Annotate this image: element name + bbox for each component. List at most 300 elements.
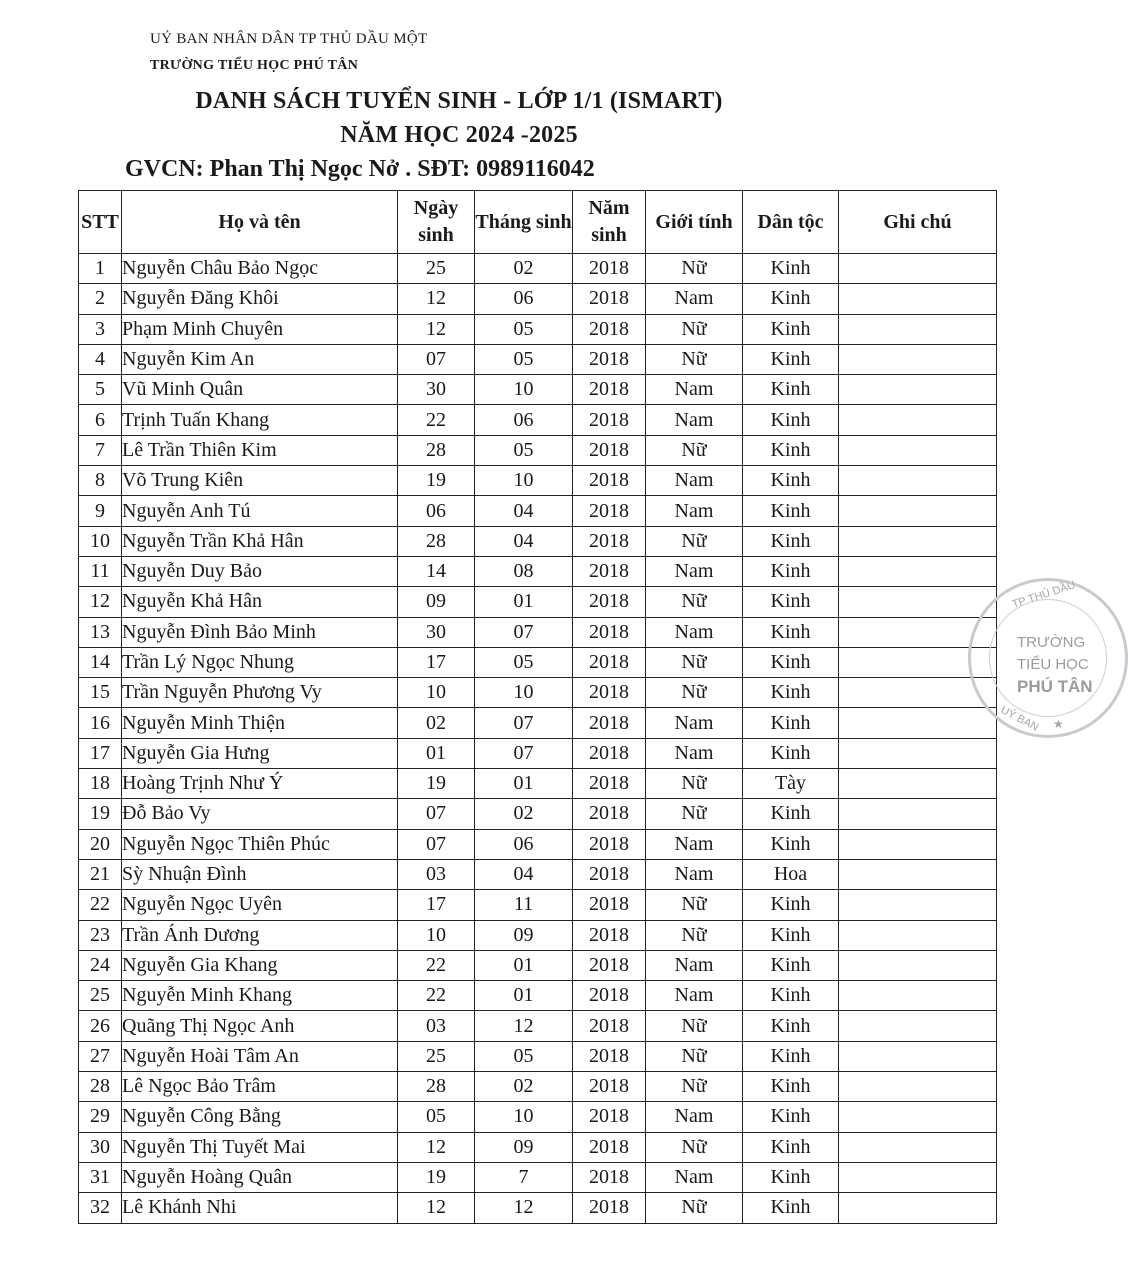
cell-day: 19 (398, 466, 475, 496)
cell-day: 14 (398, 556, 475, 586)
school-seal (968, 578, 1128, 738)
cell-day: 09 (398, 587, 475, 617)
cell-month: 04 (475, 859, 573, 889)
cell-ethnicity: Kinh (743, 617, 839, 647)
cell-month: 05 (475, 435, 573, 465)
cell-name: Nguyễn Đình Bảo Minh (122, 617, 398, 647)
cell-stt: 23 (79, 920, 122, 950)
cell-stt: 20 (79, 829, 122, 859)
cell-name: Nguyễn Minh Khang (122, 981, 398, 1011)
cell-stt: 6 (79, 405, 122, 435)
cell-sex: Nữ (646, 920, 743, 950)
cell-month: 10 (475, 375, 573, 405)
cell-name: Lê Khánh Nhi (122, 1193, 398, 1223)
cell-day: 01 (398, 738, 475, 768)
cell-ethnicity: Kinh (743, 738, 839, 768)
cell-day: 07 (398, 344, 475, 374)
cell-stt: 8 (79, 466, 122, 496)
cell-day: 28 (398, 435, 475, 465)
cell-sex: Nam (646, 1162, 743, 1192)
table-row (79, 1162, 997, 1192)
school-year: NĂM HỌC 2024 -2025 (340, 122, 578, 148)
cell-note (839, 1102, 997, 1132)
cell-stt: 28 (79, 1072, 122, 1102)
table-row (79, 1193, 997, 1223)
cell-ethnicity: Kinh (743, 344, 839, 374)
cell-stt: 4 (79, 344, 122, 374)
cell-month: 02 (475, 1072, 573, 1102)
cell-name: Lê Ngọc Bảo Trâm (122, 1072, 398, 1102)
cell-name: Nguyễn Công Bằng (122, 1102, 398, 1132)
cell-ethnicity: Kinh (743, 799, 839, 829)
table-row (79, 678, 997, 708)
table-row (79, 829, 997, 859)
column-header-year: Năm sinh (573, 191, 646, 254)
cell-year: 2018 (573, 405, 646, 435)
cell-name: Trần Nguyễn Phương Vy (122, 678, 398, 708)
cell-year: 2018 (573, 466, 646, 496)
table-row (79, 1132, 997, 1162)
cell-name: Nguyễn Hoàng Quân (122, 1162, 398, 1192)
column-header-stt: STT (79, 191, 122, 254)
table-row (79, 981, 997, 1011)
cell-year: 2018 (573, 284, 646, 314)
cell-note (839, 769, 997, 799)
cell-month: 07 (475, 738, 573, 768)
cell-ethnicity: Kinh (743, 1162, 839, 1192)
cell-ethnicity: Kinh (743, 254, 839, 284)
cell-month: 11 (475, 890, 573, 920)
cell-day: 28 (398, 526, 475, 556)
cell-name: Nguyễn Ngọc Uyên (122, 890, 398, 920)
table-row (79, 314, 997, 344)
column-header-day: Ngày sinh (398, 191, 475, 254)
cell-stt: 16 (79, 708, 122, 738)
cell-note (839, 284, 997, 314)
table-row (79, 859, 997, 889)
table-row (79, 647, 997, 677)
cell-sex: Nữ (646, 254, 743, 284)
cell-sex: Nữ (646, 890, 743, 920)
cell-day: 06 (398, 496, 475, 526)
table-row (79, 405, 997, 435)
cell-ethnicity: Kinh (743, 375, 839, 405)
cell-month: 09 (475, 920, 573, 950)
cell-sex: Nữ (646, 1193, 743, 1223)
cell-note (839, 587, 997, 617)
cell-stt: 25 (79, 981, 122, 1011)
column-header-month: Tháng sinh (475, 191, 573, 254)
cell-day: 10 (398, 920, 475, 950)
cell-sex: Nam (646, 556, 743, 586)
cell-stt: 32 (79, 1193, 122, 1223)
cell-sex: Nữ (646, 435, 743, 465)
cell-day: 22 (398, 405, 475, 435)
table-row (79, 1041, 997, 1071)
cell-month: 02 (475, 799, 573, 829)
table-row (79, 284, 997, 314)
cell-year: 2018 (573, 678, 646, 708)
cell-sex: Nữ (646, 314, 743, 344)
cell-stt: 14 (79, 647, 122, 677)
cell-note (839, 738, 997, 768)
cell-year: 2018 (573, 647, 646, 677)
cell-stt: 13 (79, 617, 122, 647)
cell-ethnicity: Kinh (743, 556, 839, 586)
seal-ring-text-top: TP THỦ DẦU (1010, 579, 1077, 611)
cell-day: 22 (398, 950, 475, 980)
cell-ethnicity: Kinh (743, 1011, 839, 1041)
cell-stt: 22 (79, 890, 122, 920)
cell-ethnicity: Kinh (743, 466, 839, 496)
cell-note (839, 375, 997, 405)
table-row (79, 556, 997, 586)
cell-sex: Nam (646, 738, 743, 768)
cell-month: 06 (475, 284, 573, 314)
cell-ethnicity: Kinh (743, 284, 839, 314)
cell-stt: 29 (79, 1102, 122, 1132)
cell-name: Nguyễn Gia Khang (122, 950, 398, 980)
cell-note (839, 314, 997, 344)
cell-day: 28 (398, 1072, 475, 1102)
cell-ethnicity: Kinh (743, 587, 839, 617)
cell-stt: 11 (79, 556, 122, 586)
cell-name: Nguyễn Hoài Tâm An (122, 1041, 398, 1071)
cell-note (839, 435, 997, 465)
cell-ethnicity: Kinh (743, 920, 839, 950)
cell-year: 2018 (573, 950, 646, 980)
cell-stt: 31 (79, 1162, 122, 1192)
cell-sex: Nam (646, 375, 743, 405)
cell-note (839, 254, 997, 284)
table-row (79, 254, 997, 284)
cell-name: Nguyễn Anh Tú (122, 496, 398, 526)
table-row (79, 708, 997, 738)
cell-month: 06 (475, 405, 573, 435)
cell-ethnicity: Kinh (743, 435, 839, 465)
cell-name: Quãng Thị Ngọc Anh (122, 1011, 398, 1041)
cell-note (839, 1132, 997, 1162)
table-row (79, 1011, 997, 1041)
cell-ethnicity: Kinh (743, 678, 839, 708)
cell-month: 05 (475, 1041, 573, 1071)
cell-name: Hoàng Trịnh Như Ý (122, 769, 398, 799)
cell-month: 10 (475, 466, 573, 496)
cell-year: 2018 (573, 1102, 646, 1132)
cell-note (839, 1193, 997, 1223)
cell-ethnicity: Kinh (743, 496, 839, 526)
cell-year: 2018 (573, 254, 646, 284)
seal-text-line1: TRƯỜNG (1017, 634, 1086, 651)
cell-stt: 26 (79, 1011, 122, 1041)
cell-ethnicity: Kinh (743, 950, 839, 980)
cell-month: 05 (475, 344, 573, 374)
cell-name: Sỳ Nhuận Đình (122, 859, 398, 889)
cell-ethnicity: Kinh (743, 1102, 839, 1132)
cell-sex: Nam (646, 496, 743, 526)
cell-note (839, 405, 997, 435)
cell-sex: Nữ (646, 1041, 743, 1071)
cell-day: 17 (398, 647, 475, 677)
cell-year: 2018 (573, 526, 646, 556)
org-line-school: TRƯỜNG TIỂU HỌC PHÚ TÂN (150, 58, 359, 73)
cell-sex: Nữ (646, 769, 743, 799)
cell-name: Nguyễn Gia Hưng (122, 738, 398, 768)
cell-day: 25 (398, 1041, 475, 1071)
cell-note (839, 890, 997, 920)
cell-note (839, 708, 997, 738)
cell-stt: 12 (79, 587, 122, 617)
column-header-note: Ghi chú (839, 191, 997, 254)
cell-note (839, 920, 997, 950)
cell-ethnicity: Kinh (743, 1041, 839, 1071)
cell-day: 25 (398, 254, 475, 284)
cell-name: Nguyễn Duy Bảo (122, 556, 398, 586)
cell-day: 12 (398, 284, 475, 314)
column-header-ethnicity: Dân tộc (743, 191, 839, 254)
cell-month: 07 (475, 708, 573, 738)
cell-month: 07 (475, 617, 573, 647)
cell-day: 02 (398, 708, 475, 738)
cell-stt: 3 (79, 314, 122, 344)
cell-year: 2018 (573, 1162, 646, 1192)
cell-note (839, 981, 997, 1011)
homeroom-teacher: GVCN: Phan Thị Ngọc Nở . SĐT: 0989116042 (125, 156, 595, 182)
cell-day: 03 (398, 1011, 475, 1041)
cell-day: 12 (398, 314, 475, 344)
table-body (79, 254, 997, 1224)
cell-sex: Nam (646, 284, 743, 314)
cell-name: Trần Lý Ngọc Nhung (122, 647, 398, 677)
cell-month: 06 (475, 829, 573, 859)
seal-star-icon: ★ (1053, 717, 1064, 731)
cell-month: 04 (475, 526, 573, 556)
cell-ethnicity: Kinh (743, 1132, 839, 1162)
table-row (79, 920, 997, 950)
table-row (79, 738, 997, 768)
cell-name: Nguyễn Thị Tuyết Mai (122, 1132, 398, 1162)
cell-stt: 21 (79, 859, 122, 889)
column-header-name: Họ và tên (122, 191, 398, 254)
cell-day: 17 (398, 890, 475, 920)
cell-stt: 1 (79, 254, 122, 284)
table-row (79, 950, 997, 980)
cell-year: 2018 (573, 556, 646, 586)
cell-name: Nguyễn Khả Hân (122, 587, 398, 617)
cell-stt: 19 (79, 799, 122, 829)
table-row (79, 890, 997, 920)
cell-note (839, 496, 997, 526)
table-row (79, 799, 997, 829)
cell-note (839, 829, 997, 859)
cell-day: 19 (398, 1162, 475, 1192)
cell-ethnicity: Hoa (743, 859, 839, 889)
cell-name: Đỗ Bảo Vy (122, 799, 398, 829)
cell-name: Nguyễn Minh Thiện (122, 708, 398, 738)
org-line-people-committee: UỶ BAN NHÂN DÂN TP THỦ DẦU MỘT (150, 31, 428, 47)
cell-year: 2018 (573, 1072, 646, 1102)
cell-month: 04 (475, 496, 573, 526)
cell-day: 22 (398, 981, 475, 1011)
seal-text-line3: PHÚ TÂN (1017, 677, 1093, 696)
cell-ethnicity: Kinh (743, 1193, 839, 1223)
cell-ethnicity: Kinh (743, 314, 839, 344)
cell-ethnicity: Kinh (743, 647, 839, 677)
cell-year: 2018 (573, 890, 646, 920)
cell-note (839, 556, 997, 586)
table-row (79, 617, 997, 647)
cell-name: Phạm Minh Chuyên (122, 314, 398, 344)
table-row (79, 496, 997, 526)
cell-month: 08 (475, 556, 573, 586)
cell-year: 2018 (573, 920, 646, 950)
cell-stt: 2 (79, 284, 122, 314)
cell-name: Vũ Minh Quân (122, 375, 398, 405)
cell-note (839, 1041, 997, 1071)
cell-year: 2018 (573, 1193, 646, 1223)
column-header-sex: Giới tính (646, 191, 743, 254)
cell-year: 2018 (573, 617, 646, 647)
cell-name: Nguyễn Trần Khả Hân (122, 526, 398, 556)
document-title: DANH SÁCH TUYỂN SINH - LỚP 1/1 (ISMART) (195, 88, 723, 114)
cell-year: 2018 (573, 769, 646, 799)
cell-day: 05 (398, 1102, 475, 1132)
seal-text-line2: TIỂU HỌC (1017, 656, 1089, 673)
cell-month: 10 (475, 1102, 573, 1132)
cell-stt: 30 (79, 1132, 122, 1162)
cell-year: 2018 (573, 1011, 646, 1041)
cell-ethnicity: Kinh (743, 981, 839, 1011)
cell-year: 2018 (573, 496, 646, 526)
cell-note (839, 1011, 997, 1041)
cell-sex: Nam (646, 466, 743, 496)
cell-sex: Nữ (646, 1132, 743, 1162)
cell-name: Nguyễn Châu Bảo Ngọc (122, 254, 398, 284)
cell-year: 2018 (573, 708, 646, 738)
cell-name: Võ Trung Kiên (122, 466, 398, 496)
cell-month: 01 (475, 981, 573, 1011)
cell-ethnicity: Kinh (743, 708, 839, 738)
cell-note (839, 950, 997, 980)
cell-sex: Nữ (646, 678, 743, 708)
cell-day: 07 (398, 799, 475, 829)
cell-note (839, 344, 997, 374)
cell-month: 10 (475, 678, 573, 708)
cell-year: 2018 (573, 1132, 646, 1162)
cell-name: Nguyễn Đăng Khôi (122, 284, 398, 314)
cell-year: 2018 (573, 344, 646, 374)
cell-day: 03 (398, 859, 475, 889)
cell-year: 2018 (573, 1041, 646, 1071)
cell-sex: Nam (646, 981, 743, 1011)
cell-note (839, 1072, 997, 1102)
cell-sex: Nam (646, 829, 743, 859)
cell-note (839, 1162, 997, 1192)
cell-stt: 24 (79, 950, 122, 980)
seal-ring-text-bottom: UỶ BAN (998, 704, 1041, 734)
cell-name: Nguyễn Ngọc Thiên Phúc (122, 829, 398, 859)
cell-month: 01 (475, 769, 573, 799)
cell-name: Trịnh Tuấn Khang (122, 405, 398, 435)
cell-month: 05 (475, 314, 573, 344)
cell-note (839, 466, 997, 496)
cell-year: 2018 (573, 435, 646, 465)
cell-year: 2018 (573, 829, 646, 859)
table-row (79, 1102, 997, 1132)
cell-year: 2018 (573, 738, 646, 768)
cell-day: 12 (398, 1132, 475, 1162)
cell-ethnicity: Kinh (743, 405, 839, 435)
cell-year: 2018 (573, 981, 646, 1011)
cell-note (839, 526, 997, 556)
cell-sex: Nam (646, 859, 743, 889)
cell-month: 05 (475, 647, 573, 677)
cell-month: 01 (475, 587, 573, 617)
cell-year: 2018 (573, 859, 646, 889)
cell-month: 12 (475, 1193, 573, 1223)
cell-ethnicity: Tày (743, 769, 839, 799)
cell-stt: 17 (79, 738, 122, 768)
cell-sex: Nữ (646, 526, 743, 556)
cell-month: 12 (475, 1011, 573, 1041)
cell-sex: Nam (646, 405, 743, 435)
cell-name: Lê Trần Thiên Kim (122, 435, 398, 465)
cell-sex: Nam (646, 1102, 743, 1132)
table-row (79, 435, 997, 465)
cell-month: 7 (475, 1162, 573, 1192)
cell-ethnicity: Kinh (743, 890, 839, 920)
cell-day: 12 (398, 1193, 475, 1223)
table-header-row (79, 191, 997, 254)
cell-stt: 10 (79, 526, 122, 556)
cell-day: 07 (398, 829, 475, 859)
cell-month: 09 (475, 1132, 573, 1162)
cell-year: 2018 (573, 799, 646, 829)
enrollment-table (78, 190, 997, 1224)
cell-stt: 15 (79, 678, 122, 708)
cell-month: 01 (475, 950, 573, 980)
cell-note (839, 799, 997, 829)
table-row (79, 769, 997, 799)
cell-sex: Nữ (646, 1011, 743, 1041)
table-row (79, 526, 997, 556)
cell-ethnicity: Kinh (743, 526, 839, 556)
table-row (79, 1072, 997, 1102)
cell-name: Trần Ánh Dương (122, 920, 398, 950)
table-row (79, 375, 997, 405)
table-row (79, 587, 997, 617)
cell-stt: 18 (79, 769, 122, 799)
cell-day: 30 (398, 375, 475, 405)
cell-stt: 9 (79, 496, 122, 526)
cell-sex: Nữ (646, 1072, 743, 1102)
cell-year: 2018 (573, 314, 646, 344)
cell-note (839, 859, 997, 889)
cell-ethnicity: Kinh (743, 1072, 839, 1102)
cell-sex: Nam (646, 950, 743, 980)
cell-sex: Nam (646, 617, 743, 647)
cell-stt: 5 (79, 375, 122, 405)
cell-ethnicity: Kinh (743, 829, 839, 859)
cell-sex: Nữ (646, 799, 743, 829)
cell-sex: Nữ (646, 587, 743, 617)
table-row (79, 466, 997, 496)
table-row (79, 344, 997, 374)
cell-sex: Nữ (646, 647, 743, 677)
cell-month: 02 (475, 254, 573, 284)
cell-sex: Nữ (646, 344, 743, 374)
cell-sex: Nam (646, 708, 743, 738)
